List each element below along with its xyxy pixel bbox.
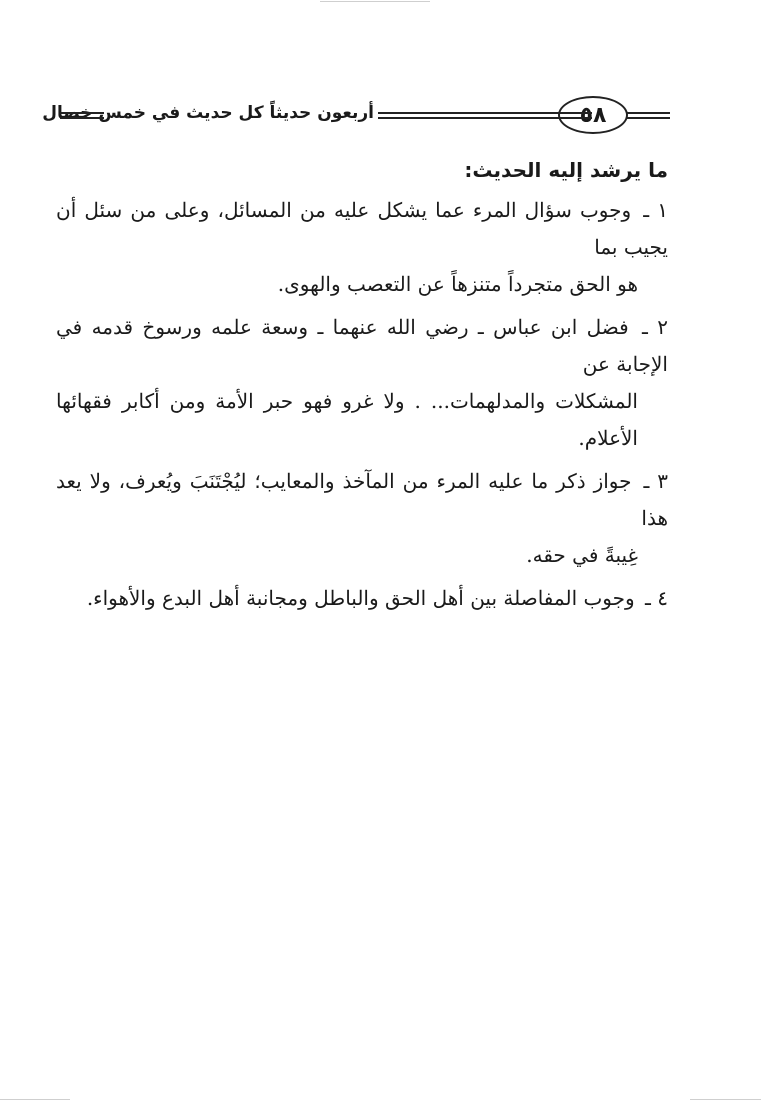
header-rule-right — [625, 112, 670, 119]
list-item — [56, 580, 668, 617]
header-rule-middle — [378, 112, 592, 119]
scan-edge-line — [0, 1099, 70, 1100]
list-item-number: ١ ـ — [643, 198, 668, 222]
list-item-number: ٣ ـ — [643, 469, 668, 493]
list-item — [56, 463, 668, 574]
list-item-number: ٢ ـ — [642, 315, 669, 339]
running-title: أربعون حديثاً كل حديث في خمس خصال — [42, 103, 374, 123]
scan-edge-line — [690, 1099, 761, 1100]
list-item-text: وجوب سؤال المرء عما يشكل عليه من المسائل، وعلى من سئل أن يجيب بما — [56, 198, 668, 259]
list-item-text: فضل ابن عباس ـ رضي الله عنهما ـ وسعة علمه ورسوخ قدمه في الإجابة عن — [56, 315, 668, 376]
scan-edge-line — [320, 1, 430, 2]
running-header — [42, 94, 670, 136]
list-item-text: وجوب المفاصلة بين أهل الحق والباطل ومجانبة أهل البدع والأهواء. — [86, 586, 635, 610]
main-text — [56, 150, 668, 623]
list-item — [56, 192, 668, 303]
section-heading: ما يرشد إليه الحديث: — [464, 158, 668, 182]
header-rule-left — [60, 112, 104, 119]
page-number: ٥٨ — [558, 96, 628, 134]
list-item-text-continued: غِيبةً في حقه. — [526, 543, 638, 567]
list-item — [56, 309, 668, 457]
list-item-text-continued: هو الحق متجرداً متنزهاً عن التعصب والهوى. — [277, 272, 638, 296]
list-item-text: جواز ذكر ما عليه المرء من المآخذ والمعايب؛ ليُجْتَنَبَ ويُعرف، ولا يعد هذا — [56, 469, 668, 530]
list-item-text-continued: المشكلات والمدلهمات... . ولا غرو فهو حبر الأمة ومن أكابر فقهائها الأعلام. — [56, 389, 638, 450]
list-item-number: ٤ ـ — [645, 586, 668, 610]
